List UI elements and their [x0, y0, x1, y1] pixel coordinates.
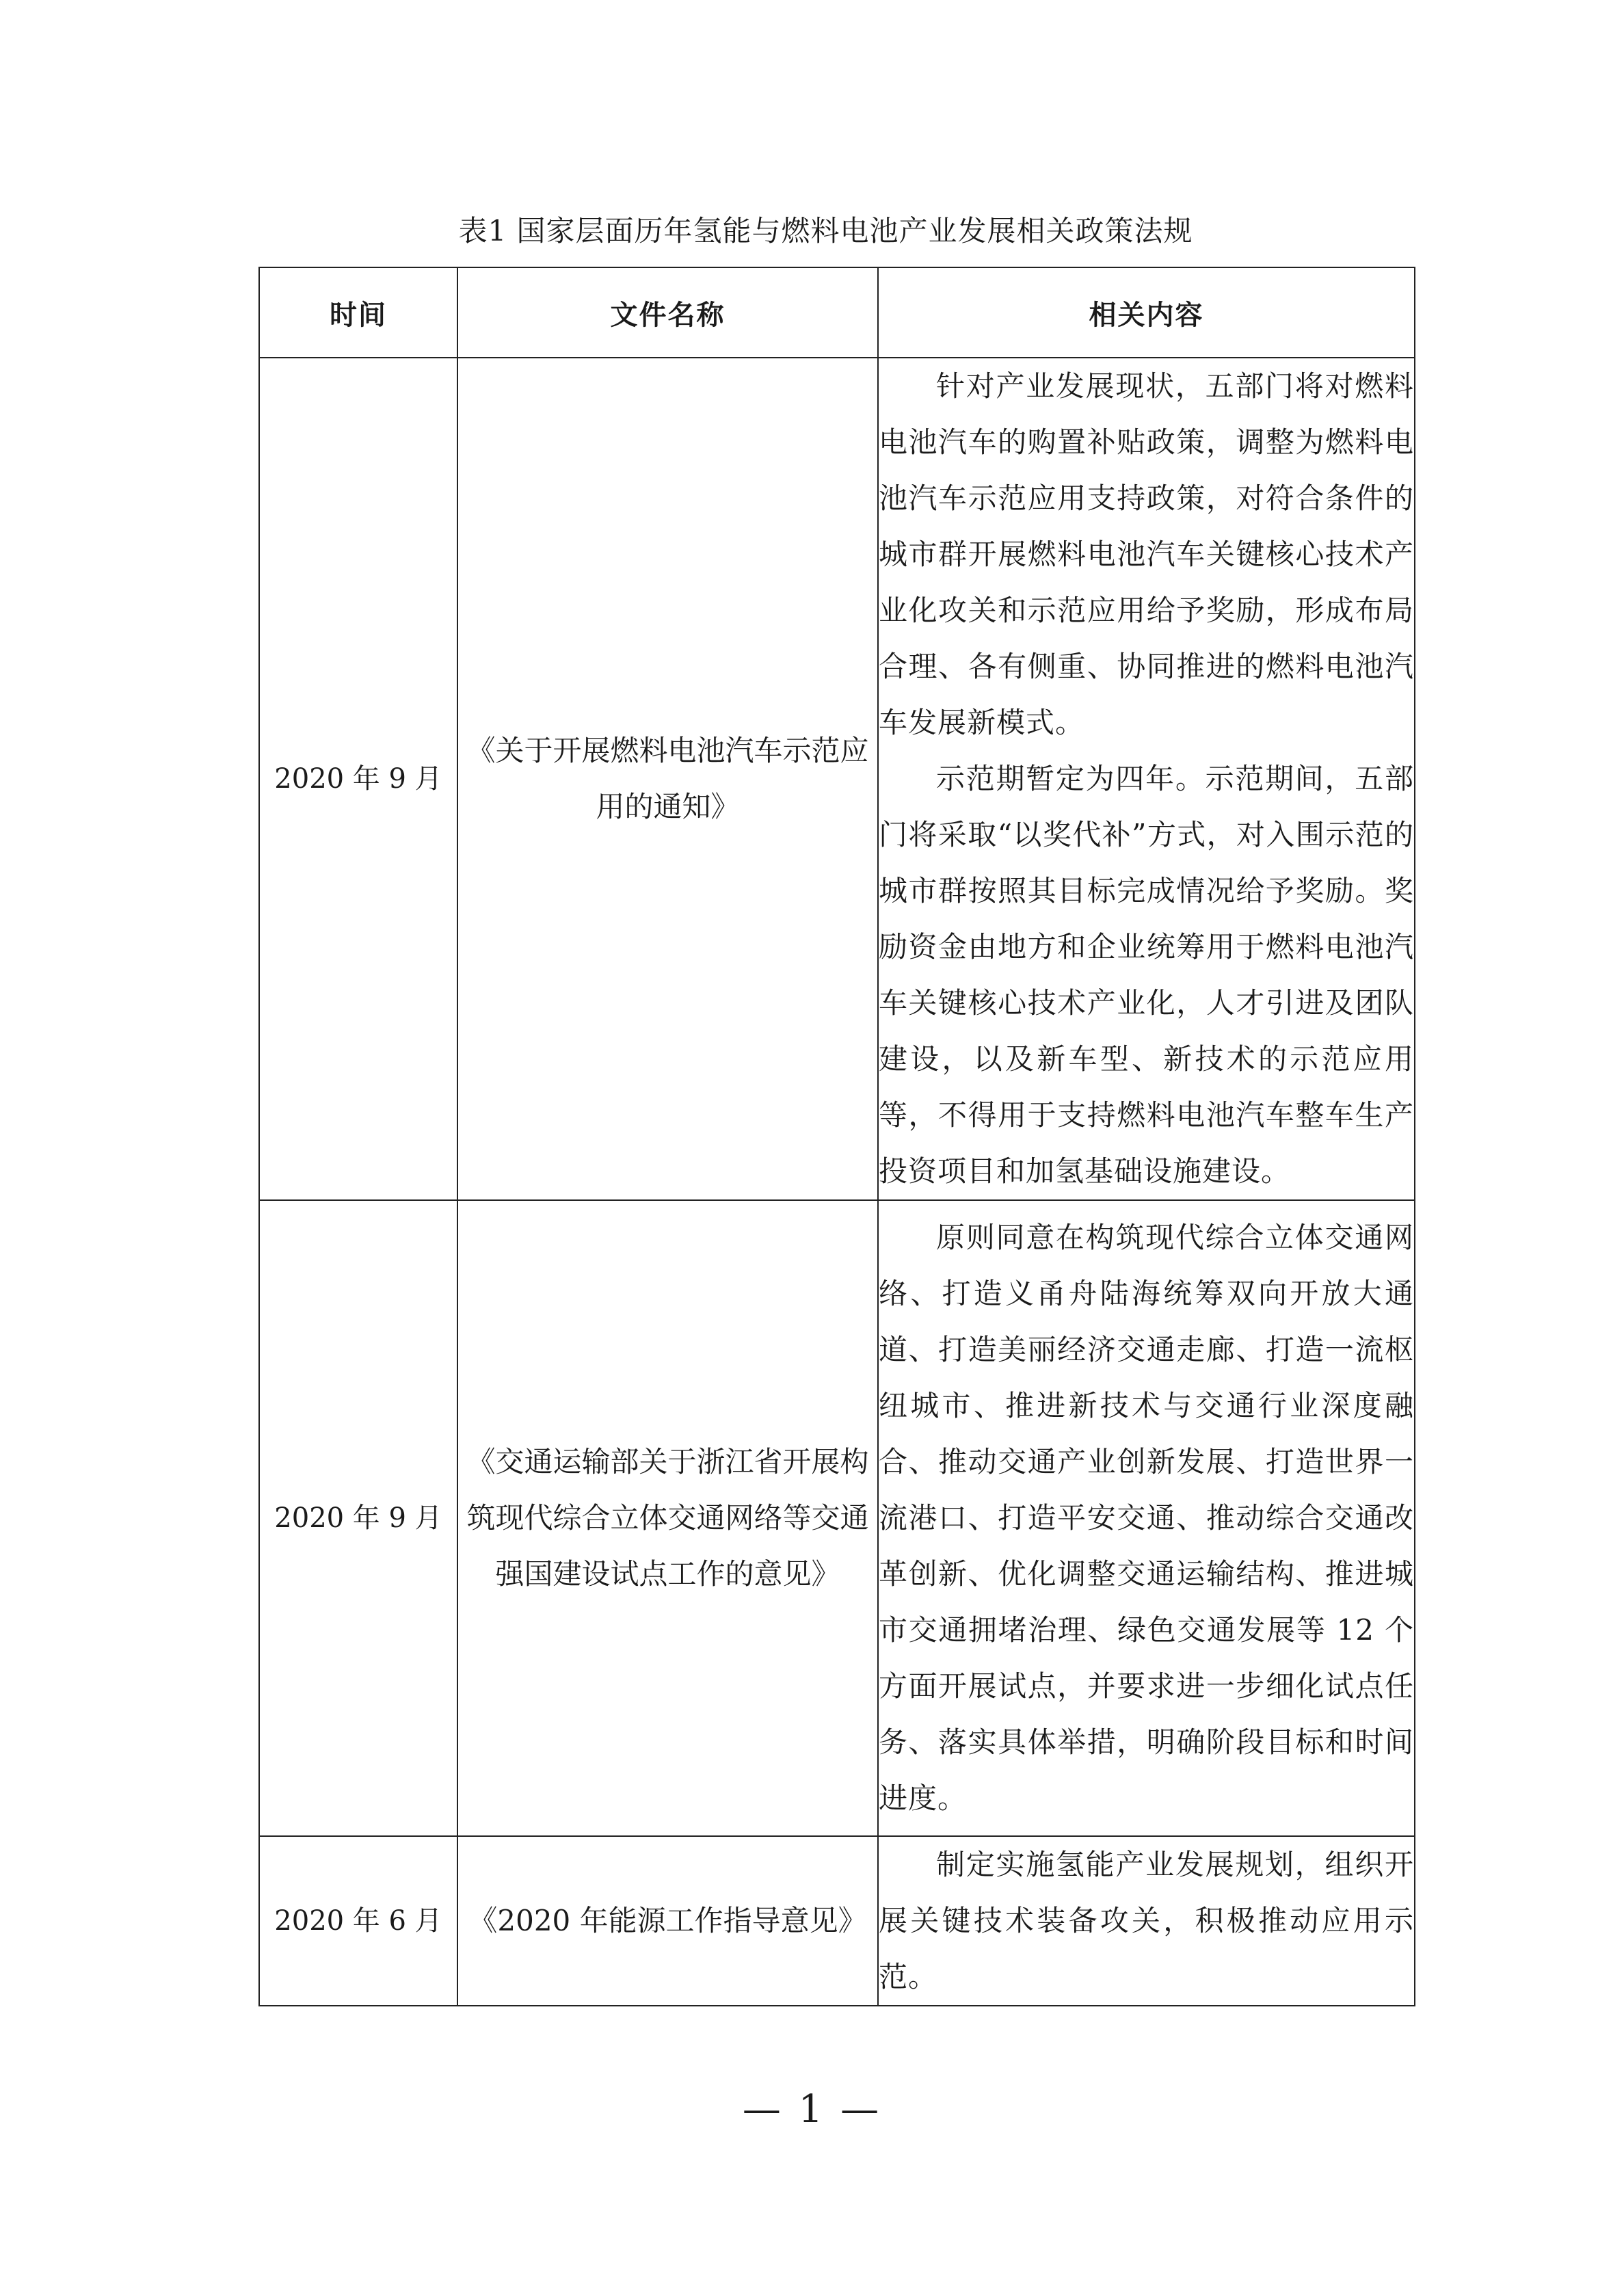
- row-time: 2020 年 6 月: [259, 1836, 457, 2006]
- row-content: [878, 1836, 1415, 2006]
- row-content: [878, 358, 1415, 1200]
- row-document-name: 《2020 年能源工作指导意见》: [457, 1836, 878, 2006]
- row-time: 2020 年 9 月: [259, 1200, 457, 1836]
- table-row: [259, 358, 1415, 1200]
- row-content: [878, 1200, 1415, 1836]
- content-paragraph: 制定实施氢能产业发展规划，组织开展关键技术装备攻关，积极推动应用示范。: [879, 1848, 1414, 1993]
- row-time: 2020 年 9 月: [259, 358, 457, 1200]
- table-row: [259, 1836, 1415, 2006]
- table-header-row: [259, 267, 1415, 358]
- page-number: — 1 —: [742, 2087, 882, 2132]
- content-paragraph: 针对产业发展现状，五部门将对燃料电池汽车的购置补贴政策，调整为燃料电池汽车示范应用支持政策，对符合条件的城市群开展燃料电池汽车关键核心技术产业化攻关和示范应用给予奖励，形成布局合理、各有侧重、协同推进的燃料电池汽车发展新模式。: [879, 369, 1414, 739]
- policy-table: [258, 267, 1415, 2006]
- row-document-name: 《交通运输部关于浙江省开展构筑现代综合立体交通网络等交通强国建设试点工作的意见》: [457, 1200, 878, 1836]
- content-paragraph: 示范期暂定为四年。示范期间，五部门将采取“以奖代补”方式，对入围示范的城市群按照其目标完成情况给予奖励。奖励资金由地方和企业统筹用于燃料电池汽车关键核心技术产业化，人才引进及团队建设，以及新车型、新技术的示范应用等，不得用于支持燃料电池汽车整车生产投资项目和加氢基础设施建设。: [879, 762, 1414, 1188]
- header-document-name: 文件名称: [457, 267, 878, 358]
- content-paragraph: 原则同意在构筑现代综合立体交通网络、打造义甬舟陆海统筹双向开放大通道、打造美丽经济交通走廊、打造一流枢纽城市、推进新技术与交通行业深度融合、推动交通产业创新发展、打造世界一流港口、打造平安交通、推动综合交通改革创新、优化调整交通运输结构、推进城市交通拥堵治理、绿色交通发展等 12 个方面开展试点，并要求进一步细化试点任务、落实具体举措，明确阶段目标和时间进度。: [879, 1221, 1414, 1815]
- header-content: 相关内容: [878, 267, 1415, 358]
- row-document-name: 《关于开展燃料电池汽车示范应用的通知》: [457, 358, 878, 1200]
- table-caption: 表1 国家层面历年氢能与燃料电池产业发展相关政策法规: [458, 214, 1193, 248]
- header-time: 时间: [259, 267, 457, 358]
- table-row: [259, 1200, 1415, 1836]
